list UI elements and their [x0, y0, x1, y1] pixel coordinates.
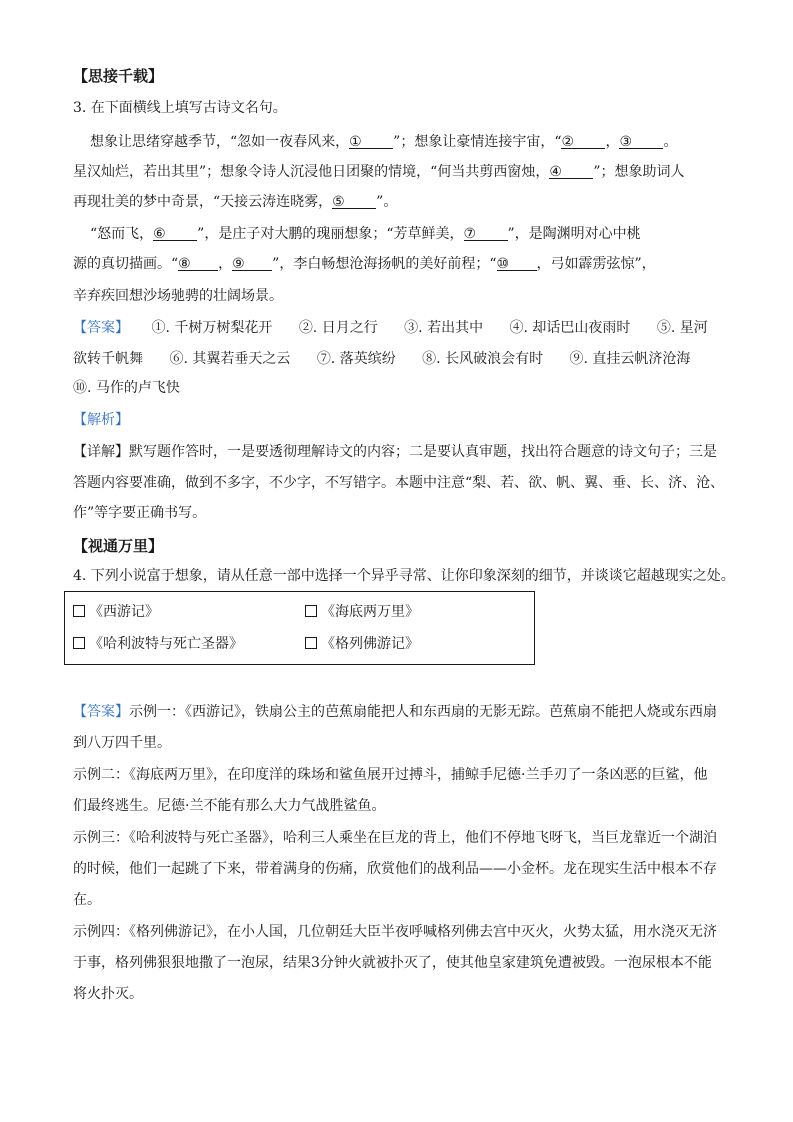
q3-paragraph2-line1	[90, 224, 641, 244]
answer-label: 【答案】	[73, 320, 129, 336]
blank-marker: ⑥	[153, 226, 166, 242]
checkbox-icon	[305, 637, 317, 649]
text: 。	[663, 134, 678, 150]
blank-marker: ⑤	[332, 194, 345, 210]
answer-item: ②. 日月之行	[298, 320, 378, 336]
answer-label: 【答案】	[73, 704, 129, 720]
q3-paragraph1-line2	[73, 162, 684, 182]
option-label: 《格列佛游记》	[321, 636, 419, 652]
text: ，弓如霹雳弦惊”，	[536, 256, 656, 272]
blank-marker: ③	[619, 134, 633, 150]
option-xiyouji[interactable]	[73, 602, 159, 622]
blank-marker: ⑨	[232, 256, 245, 272]
text: 默写题作答时，一是要透彻理解诗文的内容；二是要认真审题，找出符合题意的诗文句子；三是	[129, 444, 717, 460]
blank-4	[549, 162, 593, 179]
q4-example-4-line-2: 于事，格列佛狠狠地撒了一泡尿，结果3分钟火就被扑灭了，使其他皇家建筑免遭被毁。一泡尿根本不能	[73, 955, 712, 971]
option-label: 《哈利波特与死亡圣器》	[89, 636, 243, 652]
option-gulliver[interactable]	[305, 634, 419, 654]
analysis-label: 【解析】	[73, 412, 129, 428]
blank-8	[178, 254, 218, 271]
answer-item: ⑤. 星河	[656, 320, 708, 336]
detail-label: 【详解】	[73, 444, 129, 460]
question-3-stem: 3. 在下面横线上填写古诗文名句。	[73, 100, 287, 116]
options-box	[64, 591, 535, 665]
text: 想象让思绪穿越季节，“忽如一夜春风来，	[90, 134, 350, 150]
blank-3	[619, 132, 663, 149]
answer-item: ⑥. 其翼若垂天之云	[169, 351, 291, 367]
text: ”，李白畅想沧海扬帆的美好前程；“	[272, 256, 497, 272]
answer-item: ④. 却话巴山夜雨时	[509, 320, 631, 336]
question-4-stem: 4. 下列小说富于想象，请从任意一部中选择一个异乎寻常、让你印象深刻的细节，并谈谈它超越现实之处。	[73, 568, 735, 584]
option-label: 《海底两万里》	[321, 604, 419, 620]
blank-marker: ⑧	[178, 256, 191, 272]
answer-item: ⑨. 直挂云帆济沧海	[569, 351, 691, 367]
answer-item: ⑦. 落英缤纷	[316, 351, 396, 367]
blank-marker: ⑩	[496, 256, 510, 272]
q4-example-3-line-1: 示例三：《哈利波特与死亡圣器》，哈利三人乘坐在巨龙的背上，他们不停地飞呀飞，当巨龙靠近一个湖泊	[73, 830, 717, 846]
blank-marker: ①	[349, 134, 362, 150]
text: ”，是庄子对大鹏的瑰丽想象；“芳草鲜美，	[197, 226, 464, 242]
text: 示例一：《西游记》，铁扇公主的芭蕉扇能把人和东西扇的无影无踪。芭蕉扇不能把人烧或东西扇	[129, 704, 717, 720]
q3-paragraph1-line3	[73, 192, 397, 212]
blank-marker: ⑦	[463, 226, 477, 242]
q3-paragraph1-line1	[90, 132, 677, 152]
q3-paragraph2-line2	[73, 254, 656, 274]
blank-marker: ②	[561, 134, 575, 150]
checkbox-icon	[73, 605, 85, 617]
q4-answer-line-1	[73, 702, 717, 722]
blank-5	[332, 192, 376, 209]
q3-paragraph2-line3: 辛弃疾回想沙场驰骋的壮阔场景。	[73, 288, 283, 304]
answer-item: ①. 千树万树梨花开	[151, 320, 273, 336]
checkbox-icon	[305, 605, 317, 617]
q4-example-2-line-1: 示例二：《海底两万里》，在印度洋的珠场和鲨鱼展开过搏斗，捕鲸手尼德·兰手刃了一条凶恶的巨鲨，他	[73, 767, 708, 783]
option-label: 《西游记》	[89, 604, 159, 620]
text: ”，是陶渊明对心中桃	[507, 226, 641, 242]
blank-1	[349, 132, 393, 149]
answer-item: 欲转千帆舞	[73, 351, 143, 367]
blank-7	[464, 224, 508, 241]
detail-line-1	[73, 442, 717, 462]
section-heading-2: 【视通万里】	[73, 537, 164, 555]
text: 源的真切描画。“	[73, 256, 179, 272]
checkbox-icon	[73, 637, 85, 649]
text: “怒而飞，	[90, 226, 154, 242]
q4-example-4-line-3: 将火扑灭。	[73, 986, 143, 1002]
section-heading-1: 【思接千载】	[73, 67, 164, 85]
q4-example-4-line-1: 示例四：《格列佛游记》，在小人国，几位朝廷大臣半夜呼喊格列佛去宫中灭火，火势太猛，用水浇灭无济	[73, 924, 717, 940]
text: ”。	[376, 194, 398, 210]
q4-example-3-line-2: 的时候，他们一起跳了下来，带着满身的伤痛，欣赏他们的战利品——小金杯。龙在现实生活中根本不存	[73, 861, 717, 877]
text: ”；想象让豪情连接宇宙，“	[393, 134, 562, 150]
answer-line-3: ⑩. 马作的卢飞快	[73, 380, 180, 396]
option-harry-potter[interactable]	[73, 634, 243, 654]
q4-example-2-line-2: 们最终逃生。尼德·兰不能有那么大力气战胜鲨鱼。	[73, 798, 386, 814]
blank-10	[497, 254, 537, 271]
detail-line-3: 作”等字要正确书写。	[73, 505, 207, 521]
blank-2	[561, 132, 605, 149]
option-haidi[interactable]	[305, 602, 419, 622]
blank-marker: ④	[549, 164, 562, 180]
text: ”；想象助词人	[593, 164, 685, 180]
blank-6	[153, 224, 197, 241]
answer-line-2	[73, 349, 690, 369]
answer-line-1	[73, 318, 708, 338]
answer-item: ⑧. 长风破浪会有时	[422, 351, 544, 367]
blank-9	[232, 254, 272, 271]
q4-example-3-line-3: 在。	[73, 892, 101, 908]
text: 星汉灿烂，若出其里”；想象令诗人沉浸他日团聚的情境，“何当共剪西窗烛，	[73, 164, 550, 180]
detail-line-2: 答题内容要准确，做到不多字，不少字，不写错字。本题中注意“梨、若、欲、帆、翼、垂、长、济、沧、	[73, 475, 725, 491]
text: ，	[218, 256, 233, 272]
text: ，	[605, 134, 620, 150]
text: 再现壮美的梦中奇景，“天接云涛连晓雾，	[73, 194, 333, 210]
answer-item: ③. 若出其中	[404, 320, 484, 336]
q4-answer-line-2: 到八万四千里。	[73, 735, 171, 751]
